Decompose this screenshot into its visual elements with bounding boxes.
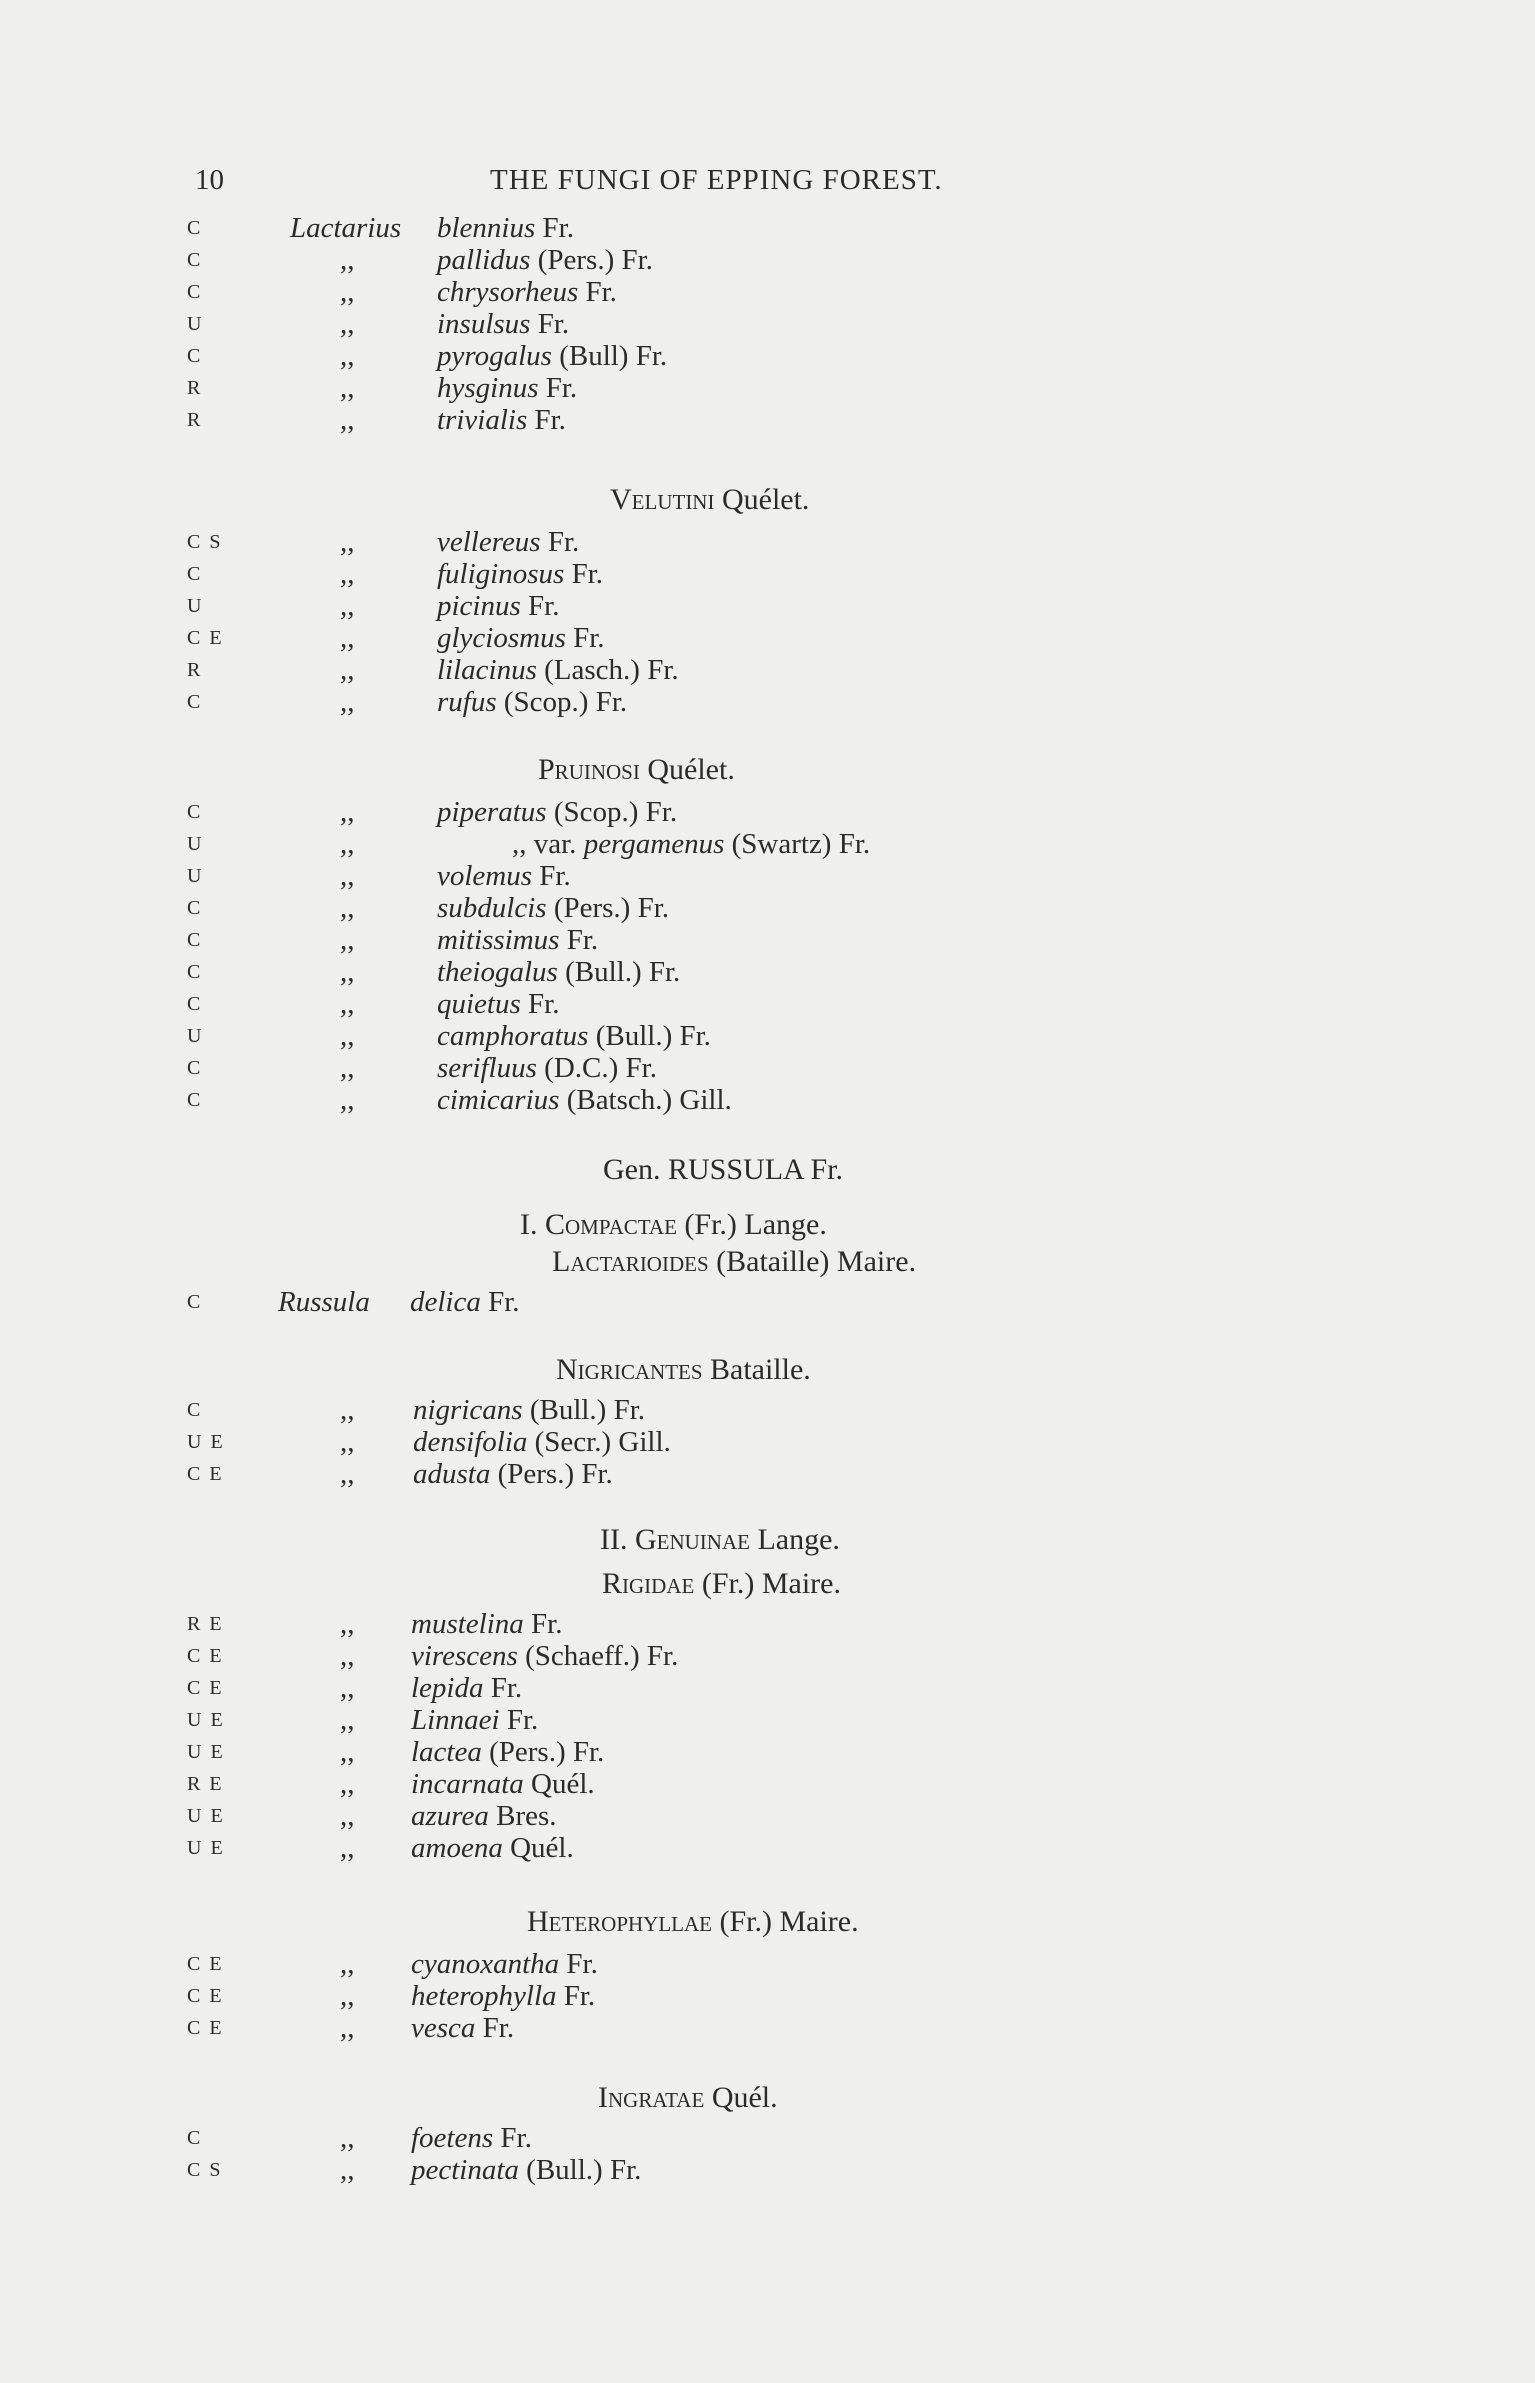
status-code: C E	[187, 2017, 224, 2039]
status-code: U	[187, 313, 204, 335]
epithet-text: azurea	[411, 1800, 489, 1832]
status-code: C	[187, 993, 203, 1015]
status-code: C	[187, 281, 203, 303]
subsection-heading	[552, 1242, 916, 1282]
ditto-mark: ,,	[340, 404, 355, 436]
group-heading-name: Heterophyllae	[527, 1905, 712, 1938]
ditto-mark: ,,	[340, 1948, 355, 1980]
status-code: R	[187, 377, 203, 399]
ditto-mark: ,,	[340, 1052, 355, 1084]
author-citation: Fr.	[585, 276, 617, 308]
epithet-text: insulsus	[437, 308, 531, 340]
epithet-text: fuliginosus	[437, 558, 565, 590]
group-heading	[598, 2078, 778, 2118]
group-heading	[610, 480, 809, 520]
ditto-mark: ,,	[340, 654, 355, 686]
epithet-text: adusta	[413, 1458, 491, 1490]
ditto-mark: ,,	[340, 1768, 355, 1800]
variety-prefix: var.	[533, 828, 577, 860]
ditto-mark: ,,	[340, 1458, 355, 1490]
epithet-text: mitissimus	[437, 924, 560, 956]
genus-name: Russula	[278, 1286, 370, 1318]
author-citation: (Batsch.) Gill.	[566, 1084, 732, 1116]
status-code: C S	[187, 531, 223, 553]
epithet-text: pallidus	[437, 244, 531, 276]
status-code: C	[187, 249, 203, 271]
ditto-mark: ,,	[340, 686, 355, 718]
ditto-mark: ,,	[340, 276, 355, 308]
epithet-text: theiogalus	[437, 956, 558, 988]
ditto-mark: ,,	[340, 244, 355, 276]
status-code: U E	[187, 1837, 225, 1859]
ditto-mark: ,,	[340, 1426, 355, 1458]
author-citation: (Swartz) Fr.	[731, 828, 871, 860]
epithet-text: foetens	[411, 2122, 494, 2154]
group-heading-name: Nigricantes	[556, 1353, 703, 1386]
author-citation: Fr.	[547, 526, 580, 558]
author-citation: Fr.	[534, 404, 566, 436]
author-citation: (D.C.) Fr.	[544, 1052, 657, 1084]
epithet-text: amoena	[411, 1832, 503, 1864]
status-code: C	[187, 1291, 203, 1313]
epithet-text: vellereus	[437, 526, 541, 558]
epithet-text: picinus	[437, 590, 521, 622]
ditto-mark: ,,	[340, 860, 355, 892]
status-code: C E	[187, 627, 224, 649]
species-epithet	[437, 400, 566, 440]
author-citation: Fr.	[482, 2012, 515, 2044]
epithet-text: incarnata	[411, 1768, 524, 1800]
section-heading-author: Lange.	[757, 1523, 840, 1556]
author-citation: Fr.	[571, 558, 603, 590]
ditto-mark: ,,	[340, 372, 355, 404]
species-epithet	[413, 1454, 613, 1494]
author-citation: (Bull.) Fr.	[529, 1394, 646, 1426]
ditto-mark: ,,	[340, 796, 355, 828]
status-code: C	[187, 217, 203, 239]
epithet-text: pergamenus	[583, 828, 725, 860]
epithet-text: pyrogalus	[437, 340, 552, 372]
epithet-text: hysginus	[437, 372, 539, 404]
author-citation: (Lasch.) Fr.	[544, 654, 679, 686]
epithet-text: densifolia	[413, 1426, 528, 1458]
status-code: R	[187, 659, 203, 681]
genus-name: Lactarius	[290, 212, 402, 244]
author-citation: Fr.	[539, 860, 571, 892]
group-heading-name: Pruinosi	[538, 753, 640, 786]
ditto-mark: ,,	[340, 1672, 355, 1704]
section-heading	[600, 1520, 840, 1560]
running-title: THE FUNGI OF EPPING FOREST.	[490, 164, 943, 196]
group-heading-author: Quélet.	[721, 483, 810, 516]
ditto-mark: ,,	[340, 1832, 355, 1864]
page-number: 10	[195, 164, 224, 196]
genus-heading: Gen. RUSSULA Fr.	[603, 1153, 844, 1186]
ditto-mark: ,,	[340, 1800, 355, 1832]
status-code: C	[187, 801, 203, 823]
ditto-mark: ,,	[340, 590, 355, 622]
status-code: C	[187, 1057, 203, 1079]
status-code: C	[187, 563, 203, 585]
author-citation: (Pers.) Fr.	[537, 244, 653, 276]
author-citation: Fr.	[537, 308, 570, 340]
epithet-text: cyanoxantha	[411, 1948, 560, 1980]
species-epithet	[410, 1282, 520, 1322]
epithet-text: virescens	[411, 1640, 518, 1672]
group-heading-author: (Fr.) Maire.	[701, 1567, 841, 1600]
status-code: C E	[187, 1645, 224, 1667]
epithet-text: piperatus	[437, 796, 547, 828]
status-code: U	[187, 1025, 204, 1047]
group-heading-author: (Fr.) Maire.	[719, 1905, 859, 1938]
status-code: U	[187, 595, 204, 617]
epithet-text: pectinata	[411, 2154, 519, 2186]
epithet-text: volemus	[437, 860, 533, 892]
group-heading	[556, 1350, 811, 1390]
list-item	[0, 1454, 1535, 1494]
status-code: R E	[187, 1613, 224, 1635]
author-citation: (Bull) Fr.	[559, 340, 668, 372]
epithet-text: trivialis	[437, 404, 528, 436]
status-code: U	[187, 833, 204, 855]
epithet-text: chrysorheus	[437, 276, 579, 308]
status-code: C	[187, 1089, 203, 1111]
ditto-mark: ,,	[340, 2154, 355, 2186]
group-heading	[538, 750, 735, 790]
status-code: C E	[187, 1677, 224, 1699]
group-heading-author: Quél.	[711, 2081, 778, 2114]
group-heading-name: Ingratae	[598, 2081, 705, 2114]
list-item	[0, 1080, 1535, 1120]
author-citation: (Pers.) Fr.	[553, 892, 670, 924]
author-citation: Fr.	[566, 924, 599, 956]
list-item	[0, 400, 1535, 440]
epithet-text: lepida	[411, 1672, 484, 1704]
group-heading	[602, 1564, 841, 1604]
group-heading-name: Velutini	[610, 483, 715, 516]
ditto-mark: ,,	[340, 1394, 355, 1426]
author-citation: Fr.	[566, 1948, 598, 1980]
author-citation: Fr.	[500, 2122, 532, 2154]
epithet-text: glyciosmus	[437, 622, 566, 654]
ditto-mark: ,,	[340, 558, 355, 590]
author-citation: (Secr.) Gill.	[534, 1426, 671, 1458]
epithet-text: camphoratus	[437, 1020, 589, 1052]
ditto-mark: ,,	[340, 2122, 355, 2154]
list-item	[0, 682, 1535, 722]
group-heading	[527, 1902, 859, 1942]
group-heading-author: Quélet.	[647, 753, 735, 786]
list-item	[0, 2150, 1535, 2190]
epithet-text: subdulcis	[437, 892, 547, 924]
author-citation: (Bull.) Fr.	[595, 1020, 711, 1052]
status-code: C E	[187, 1953, 224, 1975]
status-code: C E	[187, 1985, 224, 2007]
ditto-mark: ,,	[340, 956, 355, 988]
list-item	[0, 1828, 1535, 1868]
author-citation: Fr.	[506, 1704, 539, 1736]
subsection-heading-name: Lactarioides	[552, 1245, 709, 1278]
epithet-text: delica	[410, 1286, 481, 1318]
list-item	[0, 1282, 1535, 1322]
epithet-text: nigricans	[413, 1394, 523, 1426]
ditto-mark: ,,	[340, 1640, 355, 1672]
status-code: U E	[187, 1709, 225, 1731]
ditto-mark: ,,	[340, 924, 355, 956]
status-code: C	[187, 345, 203, 367]
status-code: C	[187, 1399, 203, 1421]
subsection-heading-author: (Bataille) Maire.	[716, 1245, 917, 1278]
status-code: R	[187, 409, 203, 431]
ditto-mark: ,,	[340, 988, 355, 1020]
author-citation: (Pers.) Fr.	[489, 1736, 605, 1768]
epithet-text: rufus	[437, 686, 497, 718]
ditto-mark: ,,	[340, 1020, 355, 1052]
section-heading-author: (Fr.) Lange.	[684, 1208, 827, 1241]
author-citation: Quél.	[531, 1768, 595, 1800]
epithet-text: Linnaei	[411, 1704, 500, 1736]
epithet-text: serifluus	[437, 1052, 537, 1084]
ditto-mark: ,,	[340, 2012, 355, 2044]
status-code: U E	[187, 1805, 225, 1827]
species-epithet	[437, 1080, 732, 1120]
ditto-mark: ,,	[340, 622, 355, 654]
status-code: U E	[187, 1741, 225, 1763]
species-epithet	[437, 682, 627, 722]
ditto-mark: ,,	[340, 1608, 355, 1640]
epithet-text: blennius	[437, 212, 536, 244]
ditto-mark: ,,	[340, 308, 355, 340]
author-citation: Bres.	[496, 1800, 557, 1832]
ditto-mark: ,,	[340, 1980, 355, 2012]
species-epithet	[411, 2008, 514, 2048]
status-code: C	[187, 929, 203, 951]
author-citation: (Bull.) Fr.	[526, 2154, 642, 2186]
section-heading	[520, 1205, 827, 1245]
ditto-mark: ,,	[512, 828, 527, 860]
author-citation: Quél.	[510, 1832, 574, 1864]
section-heading-name: I. Compactae	[520, 1208, 677, 1241]
ditto-mark: ,,	[340, 828, 355, 860]
species-epithet	[411, 2150, 641, 2190]
epithet-text: quietus	[437, 988, 521, 1020]
author-citation: (Bull.) Fr.	[565, 956, 681, 988]
epithet-text: mustelina	[411, 1608, 524, 1640]
status-code: C	[187, 2127, 203, 2149]
list-item	[0, 2008, 1535, 2048]
epithet-text: vesca	[411, 2012, 476, 2044]
author-citation: Fr.	[563, 1980, 596, 2012]
ditto-mark: ,,	[340, 1704, 355, 1736]
epithet-text: heterophylla	[411, 1980, 557, 2012]
author-citation: (Scop.) Fr.	[503, 686, 628, 718]
author-citation: Fr.	[488, 1286, 520, 1318]
epithet-text: lactea	[411, 1736, 482, 1768]
status-code: C E	[187, 1463, 224, 1485]
epithet-text: cimicarius	[437, 1084, 560, 1116]
author-citation: Fr.	[545, 372, 578, 404]
author-citation: Fr.	[528, 988, 560, 1020]
author-citation: (Schaeff.) Fr.	[525, 1640, 679, 1672]
author-citation: Fr.	[531, 1608, 563, 1640]
author-citation: (Pers.) Fr.	[497, 1458, 613, 1490]
ditto-mark: ,,	[340, 340, 355, 372]
species-epithet	[411, 1828, 574, 1868]
ditto-mark: ,,	[340, 1736, 355, 1768]
ditto-mark: ,,	[340, 526, 355, 558]
author-citation: Fr.	[528, 590, 560, 622]
ditto-mark: ,,	[340, 1084, 355, 1116]
epithet-text: lilacinus	[437, 654, 537, 686]
status-code: U E	[187, 1431, 225, 1453]
group-heading-author: Bataille.	[710, 1353, 811, 1386]
author-citation: Fr.	[573, 622, 605, 654]
status-code: C	[187, 691, 203, 713]
author-citation: Fr.	[542, 212, 574, 244]
status-code: R E	[187, 1773, 224, 1795]
group-heading-name: Rigidae	[602, 1567, 695, 1600]
ditto-mark: ,,	[340, 892, 355, 924]
status-code: U	[187, 865, 204, 887]
author-citation: Fr.	[490, 1672, 523, 1704]
status-code: C	[187, 961, 203, 983]
status-code: C	[187, 897, 203, 919]
section-heading-name: II. Genuinae	[600, 1523, 750, 1556]
author-citation: (Scop.) Fr.	[553, 796, 678, 828]
status-code: C S	[187, 2159, 223, 2181]
